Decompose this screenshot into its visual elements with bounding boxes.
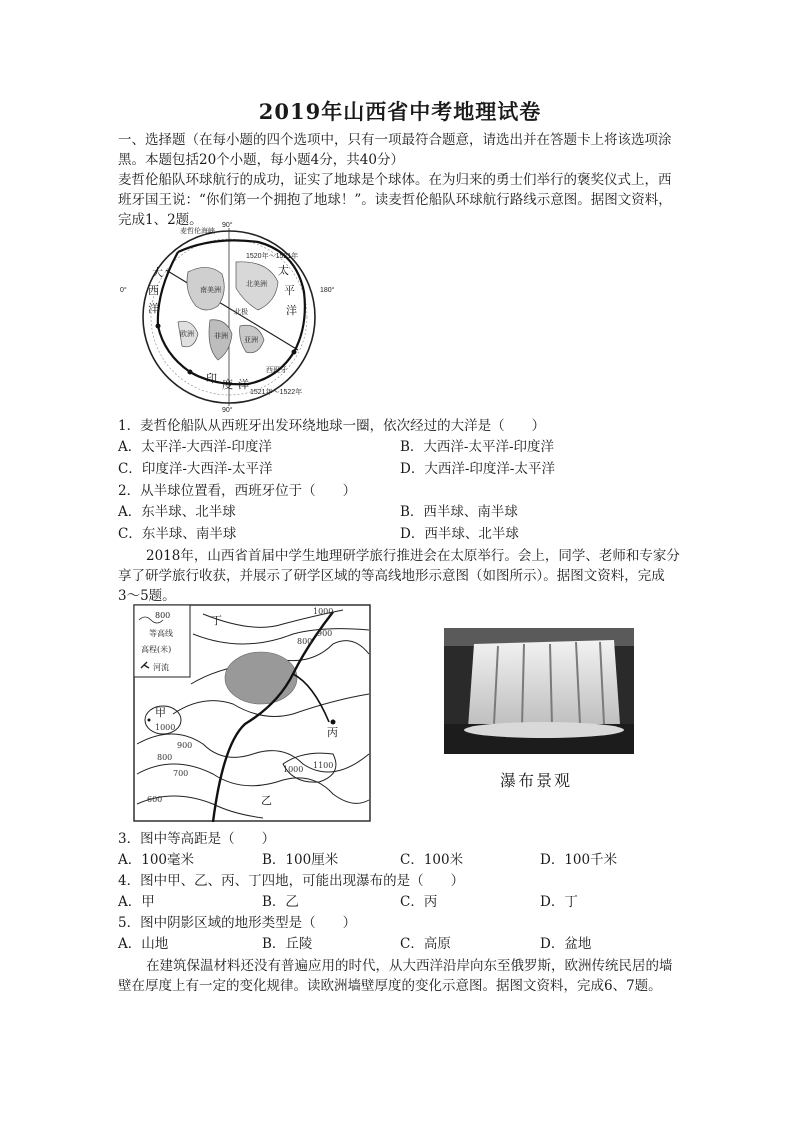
label-ocean-atlantic-1: 大 — [152, 266, 163, 279]
legend-elevation: 高程(米) — [141, 645, 172, 654]
contour-label-700-left: 700 — [173, 769, 189, 778]
q1-option-d[interactable]: D．大西洋-印度洋-太平洋 — [400, 461, 555, 477]
contour-label-1000-top: 1000 — [313, 607, 334, 616]
q3-option-c[interactable]: C．100米 — [400, 852, 464, 868]
q2-option-a[interactable]: A．东半球、北半球 — [118, 504, 236, 520]
label-years-top: 1520年～1521年 — [246, 253, 299, 260]
legend-river: 河流 — [153, 663, 169, 672]
q3-option-b[interactable]: B．100厘米 — [262, 852, 339, 868]
label-asia: 亚洲 — [244, 337, 258, 344]
q5-option-b[interactable]: B．丘陵 — [262, 936, 313, 952]
q3-option-a[interactable]: A．100毫米 — [118, 852, 195, 868]
q1-option-b[interactable]: B．大西洋-太平洋-印度洋 — [400, 439, 555, 455]
question-5: 5．图中阴影区域的地形类型是（ ） — [118, 915, 357, 931]
q4-option-b[interactable]: B．乙 — [262, 894, 299, 910]
label-ocean-pacific-2: 平 — [284, 284, 295, 297]
contour-label-800-top: 800 — [297, 637, 313, 646]
q4-option-c[interactable]: C．丙 — [400, 894, 438, 910]
label-ocean-pacific-1: 太 — [278, 264, 289, 277]
label-lon-top: 90° — [222, 222, 233, 229]
label-north-america: 北美洲 — [246, 281, 267, 288]
question-3: 3．图中等高距是（ ） — [118, 831, 276, 847]
label-ocean-atlantic-3: 洋 — [148, 302, 159, 315]
label-south-america: 南美洲 — [200, 287, 221, 294]
photo-caption: 瀑布景观 — [500, 771, 573, 790]
label-ocean-atlantic-2: 西 — [148, 284, 159, 297]
q4-option-a[interactable]: A．甲 — [118, 894, 155, 910]
q3-option-d[interactable]: D．100千米 — [540, 852, 618, 868]
point-bing: 丙 — [327, 726, 338, 739]
contour-label-1100-mid: 1100 — [313, 761, 334, 770]
label-ocean-pacific-3: 洋 — [286, 304, 297, 317]
question-4: 4．图中甲、乙、丙、丁四地，可能出现瀑布的是（ ） — [118, 873, 465, 889]
contour-label-1000-mid: 1000 — [283, 765, 304, 774]
contour-label-1000-jia: 1000 — [155, 723, 176, 732]
q4-option-d[interactable]: D．丁 — [540, 894, 578, 910]
contour-label-800-left: 800 — [157, 753, 173, 762]
legend-contour-num: 800 — [155, 611, 171, 620]
label-north-pole: 北极 — [234, 309, 248, 316]
label-africa: 非洲 — [214, 333, 228, 340]
q1-option-a[interactable]: A．太平洋-大西洋-印度洋 — [118, 439, 272, 455]
label-ocean-indian-2: 度 — [222, 378, 233, 391]
q5-option-a[interactable]: A．山地 — [118, 936, 169, 952]
question-1: 1．麦哲伦船队从西班牙出发环绕地球一圈，依次经过的大洋是（ ） — [118, 418, 546, 434]
label-lon-bottom: 90° — [222, 407, 233, 412]
label-strait: 麦哲伦海峡 — [180, 228, 215, 235]
question-2: 2．从半球位置看，西班牙位于（ ） — [118, 483, 357, 499]
point-ding: 丁 — [211, 614, 222, 627]
contour-map — [133, 604, 371, 822]
point-yi: 乙 — [261, 794, 272, 807]
label-years-bottom: 1521年～1522年 — [250, 389, 303, 396]
q1-option-c[interactable]: C．印度洋-大西洋-太平洋 — [118, 461, 273, 477]
q2-option-c[interactable]: C．东半球、南半球 — [118, 526, 237, 542]
waterfall-photo — [444, 628, 634, 754]
contour-label-600-left: 600 — [147, 795, 163, 804]
label-ocean-indian-3: 洋 — [238, 378, 249, 391]
contour-label-900-left: 900 — [177, 741, 193, 750]
label-ocean-indian-1: 印 — [206, 372, 217, 385]
intro-europe-walls: 在建筑保温材料还没有普遍应用的时代，从大西洋沿岸向东至俄罗斯，欧洲传统民居的墙 壁在厚度上有一定的变化规律。读欧洲墙壁厚度的变化示意图。据图文资料，完成6、7题。 — [118, 958, 673, 994]
q2-option-b[interactable]: B．西半球、南半球 — [400, 504, 518, 520]
point-jia: 甲 — [155, 706, 166, 719]
intro-study-trip: 2018年，山西省首届中学生地理研学旅行推进会在太原举行。会上，同学、老师和专家分 享了研学旅行收获，并展示了研学区域的等高线地形示意图（如图所示）。据图文资料，完成 3～5题。 — [118, 548, 680, 604]
page-title: 2019年山西省中考地理试卷 — [258, 99, 542, 124]
label-side-left: 0° — [120, 287, 127, 294]
q5-option-c[interactable]: C．高原 — [400, 936, 451, 952]
label-spain: 西班牙 — [266, 367, 287, 374]
q2-option-d[interactable]: D．西半球、北半球 — [400, 526, 519, 542]
intro-magellan: 麦哲伦船队环球航行的成功，证实了地球是个球体。在为归来的勇士们举行的褒奖仪式上，西 班牙国王说：“你们第一个拥抱了地球！”。读麦哲伦船队环球航行路线示意图。据图文资料， 完成1、2题。 — [118, 172, 672, 228]
magellan-route-map — [118, 222, 340, 412]
section-instructions: 一、选择题（在每小题的四个选项中，只有一项最符合题意，请选出并在答题卡上将该选项涂 黑。本题包括20个小题，每小题4分，共40分） — [118, 132, 672, 168]
contour-label-900-top: 900 — [317, 629, 333, 638]
legend-contour: 等高线 — [149, 629, 173, 638]
label-europe: 欧洲 — [180, 331, 194, 338]
q5-option-d[interactable]: D．盆地 — [540, 936, 592, 952]
label-side-right: 180° — [320, 287, 335, 294]
